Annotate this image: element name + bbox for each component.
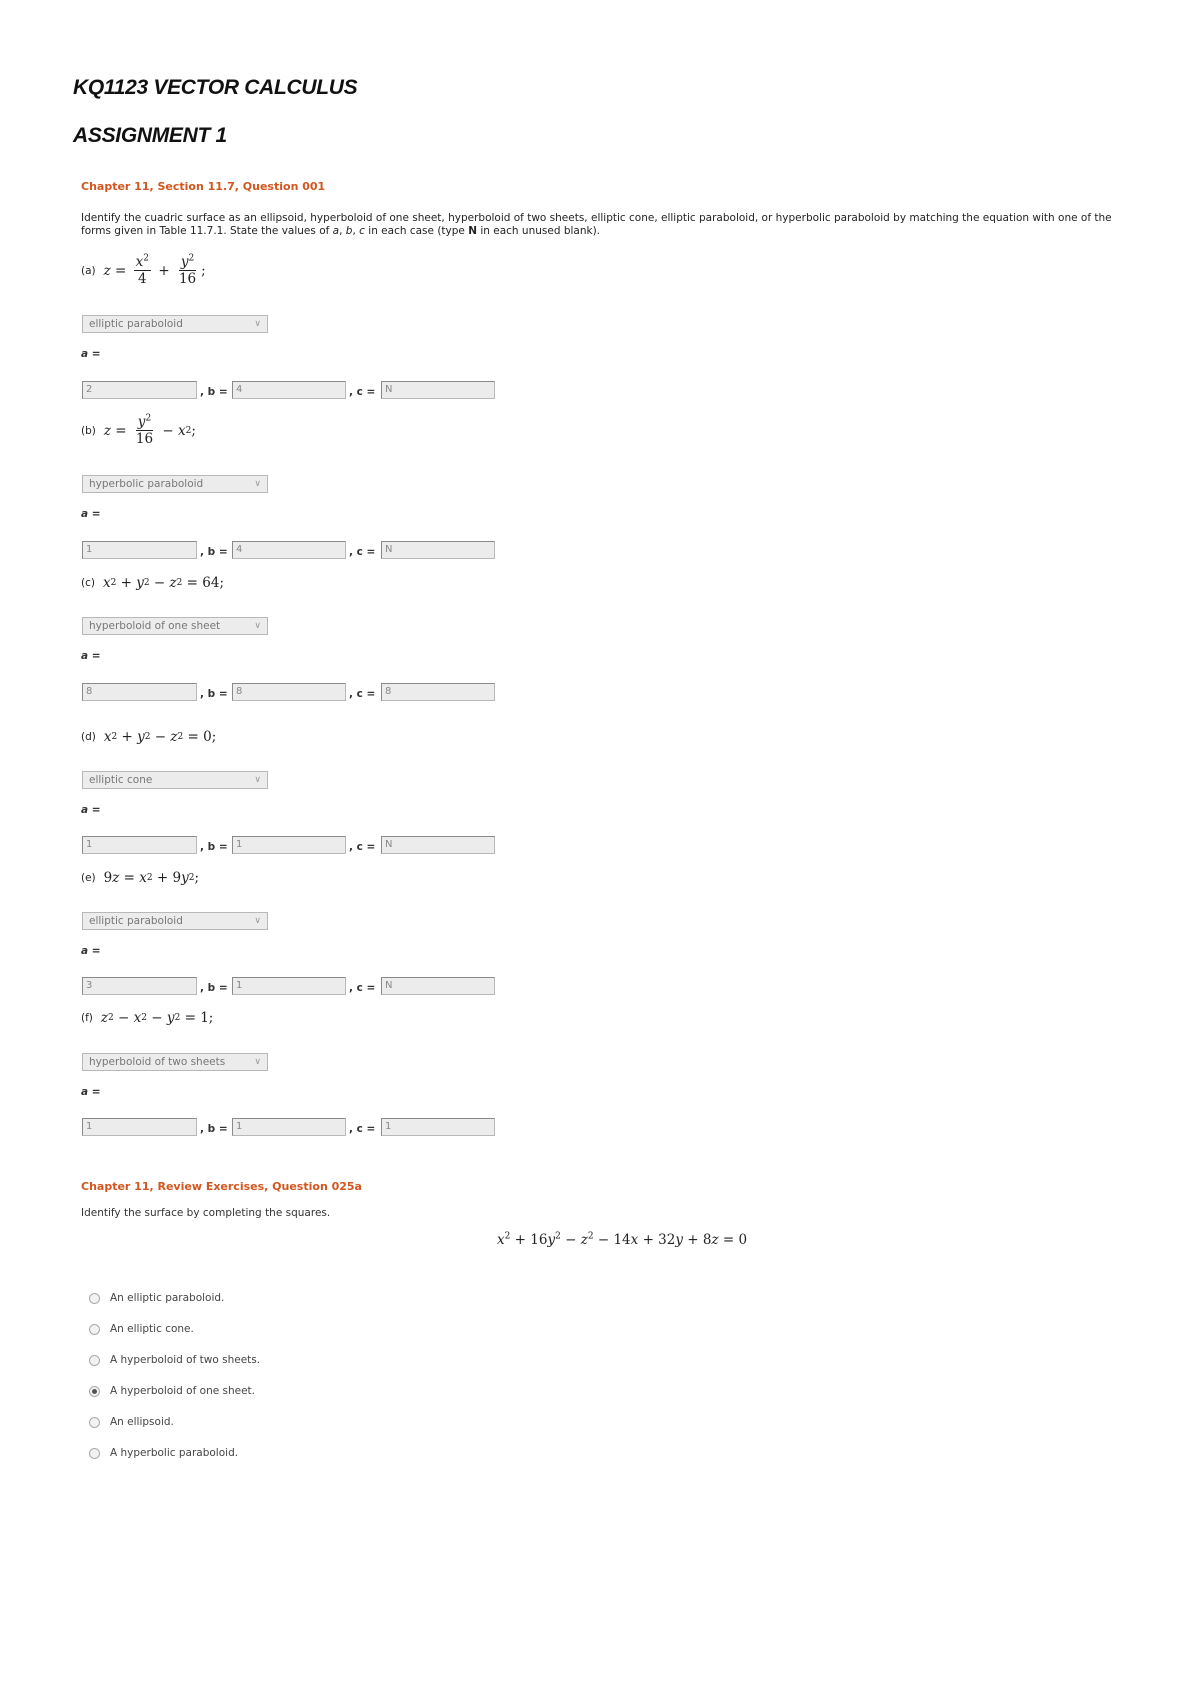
part-b-a-input[interactable]: 1 bbox=[82, 541, 197, 559]
option-hyperbolic-paraboloid[interactable]: A hyperbolic paraboloid. bbox=[89, 1447, 238, 1459]
chevron-down-icon: ∨ bbox=[254, 479, 261, 489]
part-e-surface-select[interactable]: elliptic paraboloid ∨ bbox=[82, 912, 268, 930]
option-hyperboloid-one-sheet[interactable]: A hyperboloid of one sheet. bbox=[89, 1385, 255, 1397]
part-a-b-label: , b = bbox=[200, 386, 228, 398]
chevron-down-icon: ∨ bbox=[254, 621, 261, 631]
radio-button[interactable] bbox=[89, 1448, 100, 1459]
radio-button[interactable] bbox=[89, 1417, 100, 1428]
part-f-a-label: a = bbox=[81, 1086, 101, 1098]
question2-heading: Chapter 11, Review Exercises, Question 025a bbox=[81, 1180, 362, 1193]
part-b-b-label: , b = bbox=[200, 546, 228, 558]
part-b-equation: (b) z = $\frac{y^2}{16}$ − x 2 ; bbox=[81, 413, 196, 447]
part-f-b-input[interactable]: 1 bbox=[232, 1118, 346, 1136]
question2-prompt: Identify the surface by completing the squares. bbox=[81, 1207, 331, 1219]
question1-instructions: Identify the cuadric surface as an ellipsoid, hyperboloid of one sheet, hyperboloid of two sheets, elliptic cone, elliptic paraboloid, or hyperbolic paraboloid by matching the equation with one of the forms given in Table 11.7.1. State the values of a, b, c in each case (type N in each unused blank). bbox=[81, 212, 1112, 237]
part-f-equation: (f) z 2 − x 2 − y 2 = 1; bbox=[81, 1010, 214, 1026]
question2-equation: $x^2 + 16y^2 - z^2 - 14x + 32y + 8z = 0$ bbox=[497, 1231, 748, 1248]
radio-button[interactable] bbox=[89, 1293, 100, 1304]
part-c-surface-select[interactable]: hyperboloid of one sheet ∨ bbox=[82, 617, 268, 635]
part-b-c-input[interactable]: N bbox=[381, 541, 495, 559]
chevron-down-icon: ∨ bbox=[254, 1057, 261, 1067]
part-e-b-label: , b = bbox=[200, 982, 228, 994]
course-title: KQ1123 VECTOR CALCULUS bbox=[73, 76, 358, 99]
chevron-down-icon: ∨ bbox=[254, 775, 261, 785]
part-e-b-input[interactable]: 1 bbox=[232, 977, 346, 995]
part-a-c-input[interactable]: N bbox=[381, 381, 495, 399]
question1-heading: Chapter 11, Section 11.7, Question 001 bbox=[81, 180, 326, 193]
part-d-a-label: a = bbox=[81, 804, 101, 816]
part-e-a-label: a = bbox=[81, 945, 101, 957]
part-d-surface-select[interactable]: elliptic cone ∨ bbox=[82, 771, 268, 789]
option-elliptic-paraboloid[interactable]: An elliptic paraboloid. bbox=[89, 1292, 224, 1304]
part-a-equation: (a) z = $\frac{x^2}{4}$ + $\frac{y^2}{16}$ ; bbox=[81, 253, 206, 287]
part-b-b-input[interactable]: 4 bbox=[232, 541, 346, 559]
part-a-surface-select[interactable]: elliptic paraboloid ∨ bbox=[82, 315, 268, 333]
part-a-c-label: , c = bbox=[349, 386, 376, 398]
part-e-a-input[interactable]: 3 bbox=[82, 977, 197, 995]
option-elliptic-cone[interactable]: An elliptic cone. bbox=[89, 1323, 194, 1335]
radio-button[interactable] bbox=[89, 1324, 100, 1335]
part-f-c-input[interactable]: 1 bbox=[381, 1118, 495, 1136]
part-d-b-input[interactable]: 1 bbox=[232, 836, 346, 854]
part-d-c-label: , c = bbox=[349, 841, 376, 853]
radio-button-selected[interactable] bbox=[89, 1386, 100, 1397]
chevron-down-icon: ∨ bbox=[254, 916, 261, 926]
part-c-a-label: a = bbox=[81, 650, 101, 662]
part-c-equation: (c) x 2 + y 2 − z 2 = 64; bbox=[81, 575, 224, 591]
chevron-down-icon: ∨ bbox=[254, 319, 261, 329]
part-e-c-label: , c = bbox=[349, 982, 376, 994]
part-c-c-input[interactable]: 8 bbox=[381, 683, 495, 701]
part-b-c-label: , c = bbox=[349, 546, 376, 558]
part-e-c-input[interactable]: N bbox=[381, 977, 495, 995]
part-c-b-input[interactable]: 8 bbox=[232, 683, 346, 701]
part-c-b-label: , b = bbox=[200, 688, 228, 700]
part-f-surface-select[interactable]: hyperboloid of two sheets ∨ bbox=[82, 1053, 268, 1071]
part-b-surface-select[interactable]: hyperbolic paraboloid ∨ bbox=[82, 475, 268, 493]
part-d-a-input[interactable]: 1 bbox=[82, 836, 197, 854]
part-d-c-input[interactable]: N bbox=[381, 836, 495, 854]
part-a-b-input[interactable]: 4 bbox=[232, 381, 346, 399]
option-ellipsoid[interactable]: An ellipsoid. bbox=[89, 1416, 174, 1428]
part-c-c-label: , c = bbox=[349, 688, 376, 700]
part-a-a-input[interactable]: 2 bbox=[82, 381, 197, 399]
part-b-a-label: a = bbox=[81, 508, 101, 520]
part-a-a-label: a = bbox=[81, 348, 101, 360]
part-f-b-label: , b = bbox=[200, 1123, 228, 1135]
part-c-a-input[interactable]: 8 bbox=[82, 683, 197, 701]
radio-button[interactable] bbox=[89, 1355, 100, 1366]
part-e-equation: (e) 9 z = x 2 + 9 y 2 ; bbox=[81, 870, 200, 886]
assignment-title: ASSIGNMENT 1 bbox=[73, 124, 227, 147]
part-f-a-input[interactable]: 1 bbox=[82, 1118, 197, 1136]
part-d-equation: (d) x 2 + y 2 − z 2 = 0; bbox=[81, 729, 217, 745]
part-d-b-label: , b = bbox=[200, 841, 228, 853]
option-hyperboloid-two-sheets[interactable]: A hyperboloid of two sheets. bbox=[89, 1354, 260, 1366]
part-f-c-label: , c = bbox=[349, 1123, 376, 1135]
